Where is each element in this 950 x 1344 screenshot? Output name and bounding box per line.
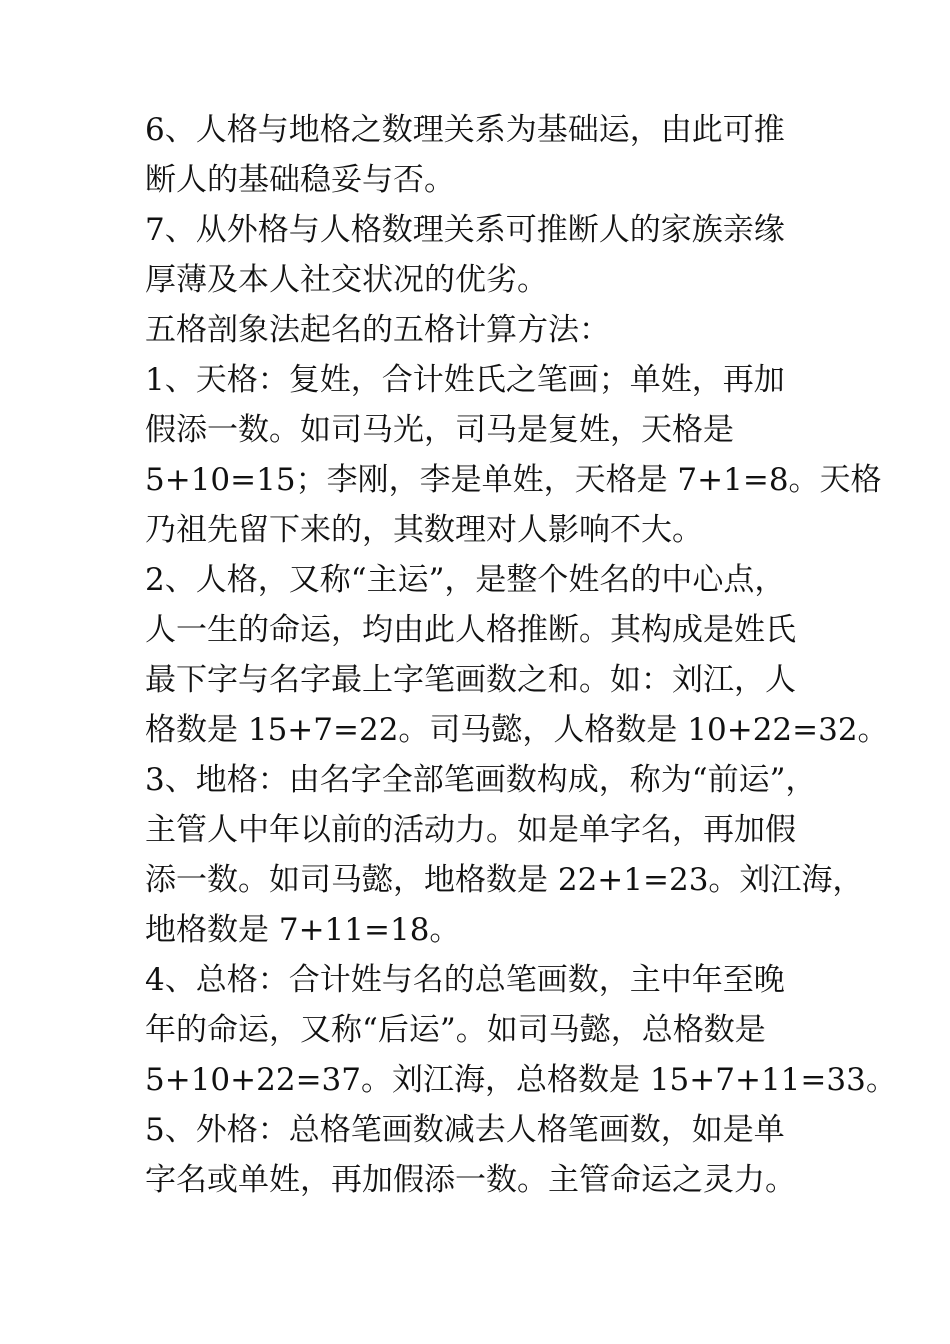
text-line: 添一数。如司马懿，地格数是 22+1=23。刘江海， bbox=[145, 862, 864, 898]
text-line: 断人的基础稳妥与否。 bbox=[145, 162, 455, 198]
text-line: 五格剖象法起名的五格计算方法： bbox=[145, 312, 610, 348]
text-line: 地格数是 7+11=18。 bbox=[145, 912, 461, 948]
text-line: 7、从外格与人格数理关系可推断人的家族亲缘 bbox=[145, 212, 785, 248]
text-line: 5+10=15；李刚，李是单姓，天格是 7+1=8。天格 bbox=[145, 462, 882, 498]
text-line: 6、人格与地格之数理关系为基础运，由此可推 bbox=[145, 112, 785, 148]
text-line: 4、总格：合计姓与名的总笔画数，主中年至晚 bbox=[145, 962, 785, 998]
text-line: 最下字与名字最上字笔画数之和。如：刘江，人 bbox=[145, 662, 796, 698]
text-line: 年的命运，又称“后运”。如司马懿，总格数是 bbox=[145, 1012, 766, 1048]
text-line: 人一生的命运，均由此人格推断。其构成是姓氏 bbox=[145, 612, 796, 648]
text-line: 1、天格：复姓，合计姓氏之笔画；单姓，再加 bbox=[145, 362, 785, 398]
text-line: 字名或单姓，再加假添一数。主管命运之灵力。 bbox=[145, 1162, 796, 1198]
text-line: 2、人格，又称“主运”，是整个姓名的中心点， bbox=[145, 562, 786, 598]
text-line: 乃祖先留下来的，其数理对人影响不大。 bbox=[145, 512, 703, 548]
text-line: 格数是 15+7=22。司马懿，人格数是 10+22=32。 bbox=[145, 712, 889, 748]
text-line: 主管人中年以前的活动力。如是单字名，再加假 bbox=[145, 812, 796, 848]
text-line: 假添一数。如司马光，司马是复姓，天格是 bbox=[145, 412, 734, 448]
text-line: 厚薄及本人社交状况的优劣。 bbox=[145, 262, 548, 298]
text-line: 5+10+22=37。刘江海，总格数是 15+7+11=33。 bbox=[145, 1062, 897, 1098]
text-line: 3、地格：由名字全部笔画数构成，称为“前运”， bbox=[145, 762, 817, 798]
document-body bbox=[145, 105, 897, 1205]
text-line: 5、外格：总格笔画数减去人格笔画数，如是单 bbox=[145, 1112, 785, 1148]
